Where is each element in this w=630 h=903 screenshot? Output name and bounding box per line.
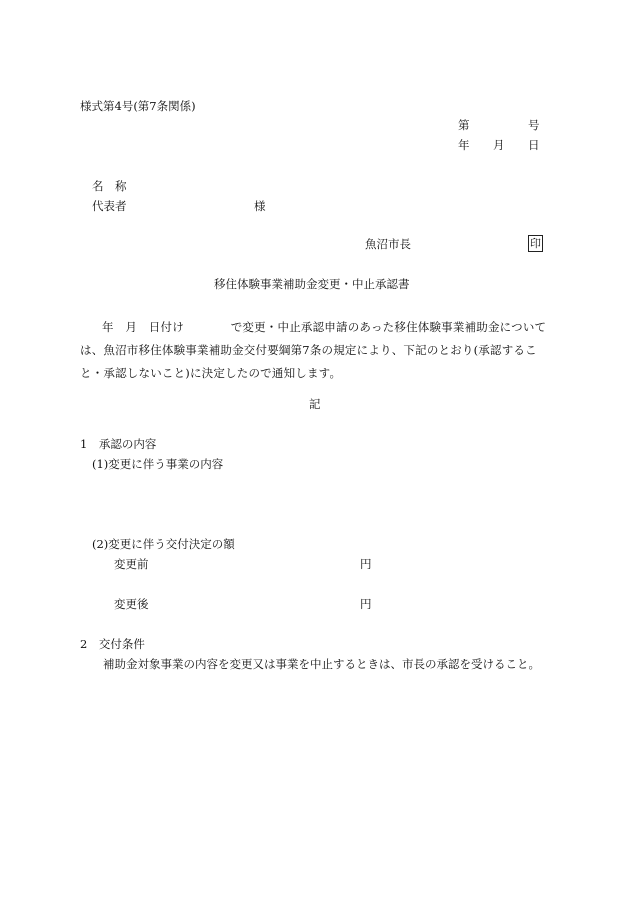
date-year: 年 bbox=[458, 138, 470, 152]
body-paragraph: 年 月 日付け で変更・中止承認申請のあった移住体験事業補助金については、魚沼市移住体験事業補助金交付要綱第7条の規定により、下記のとおり(承認すること・承認しないこと)に決定したので通知します。 bbox=[80, 320, 547, 380]
issuer-title: 魚沼市長 bbox=[365, 237, 411, 251]
section1-sub2: (2)変更に伴う交付決定の額 bbox=[92, 537, 235, 551]
section2-text: 補助金対象事業の内容を変更又は事業を中止するときは、市長の承認を受けること。 bbox=[103, 657, 540, 671]
section2-heading: 2 交付条件 bbox=[80, 637, 145, 651]
date-month: 月 bbox=[493, 138, 505, 152]
section1-sub1: (1)変更に伴う事業の内容 bbox=[92, 457, 224, 471]
recipient-sama: 様 bbox=[254, 199, 266, 213]
date-day: 日 bbox=[528, 138, 540, 152]
section1-heading: 1 承認の内容 bbox=[80, 437, 157, 451]
seal-mark: 印 bbox=[530, 237, 541, 250]
recipient-name-label: 名 称 bbox=[92, 179, 127, 193]
form-label: 様式第4号(第7条関係) bbox=[80, 99, 196, 113]
number-dai: 第 bbox=[458, 118, 470, 132]
ki-label: 記 bbox=[309, 397, 321, 411]
before-label: 変更前 bbox=[114, 557, 149, 571]
recipient-rep-label: 代表者 bbox=[92, 199, 127, 213]
after-label: 変更後 bbox=[114, 597, 149, 611]
after-yen: 円 bbox=[360, 597, 372, 611]
number-go: 号 bbox=[528, 118, 540, 132]
before-yen: 円 bbox=[360, 557, 372, 571]
document-title: 移住体験事業補助金変更・中止承認書 bbox=[214, 277, 410, 291]
